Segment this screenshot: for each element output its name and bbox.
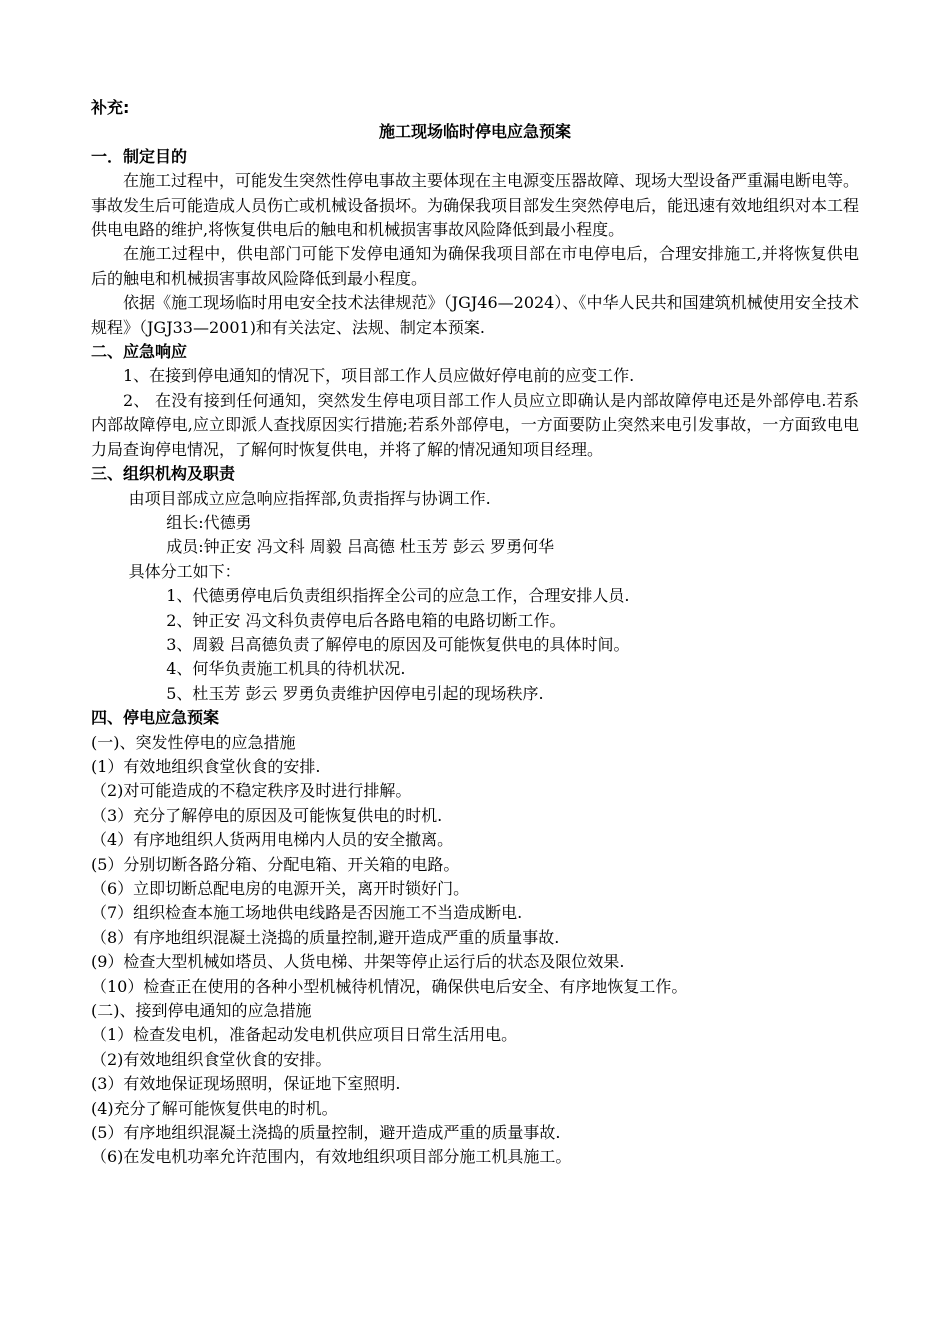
measure-item: (4)充分了解可能恢复供电的时机。	[91, 1098, 338, 1118]
measure-item: （3）充分了解停电的原因及可能恢复供电的时机.	[91, 805, 443, 825]
measure-item: （8）有序地组织混凝土浇捣的质量控制,避开造成严重的质量事故.	[91, 927, 560, 947]
supplement-label: 补充:	[91, 98, 130, 117]
paragraph: 在施工过程中，供电部门可能下发停电通知为确保我项目部在市电停电后，合理安排施工,并将恢复供电后的触电和机械损害事故风险降低到最小程度。	[91, 244, 859, 288]
measure-item: （7）组织检查本施工场地供电线路是否因施工不当造成断电.	[91, 903, 523, 923]
division-intro: 具体分工如下：	[128, 561, 241, 581]
measure-item: （1）检查发电机，准备起动发电机供应项目日常生活用电。	[91, 1025, 518, 1045]
measure-item: (5）分别切断各路分箱、分配电箱、开关箱的电路。	[91, 854, 460, 874]
document-title: 施工现场临时停电应急预案	[378, 122, 571, 142]
section-heading-plan: 四、停电应急预案	[91, 708, 220, 728]
organization-intro: 由项目部成立应急响应指挥部,负责指挥与协调工作.	[128, 488, 491, 508]
measure-item: （6）立即切断总配电房的电源开关，离开时锁好门。	[91, 879, 470, 898]
team-leader: 组长:代德勇	[166, 512, 252, 532]
measure-item: (1）有效地组织食堂伙食的安排.	[91, 756, 321, 776]
subsection-heading-notified: (二)、接到停电通知的应急措施	[91, 1001, 312, 1021]
measure-item: (3）有效地保证现场照明，保证地下室照明.	[91, 1074, 401, 1094]
measure-item: (5）有序地组织混凝土浇捣的质量控制，避开造成严重的质量事故.	[91, 1123, 561, 1143]
section-heading-purpose: 一．制定目的	[91, 146, 188, 166]
document-page	[91, 96, 859, 1170]
duty-item: 4、何华负责施工机具的待机状况.	[166, 659, 406, 679]
duty-item: 5、杜玉芳 彭云 罗勇负责维护因停电引起的现场秩序.	[166, 683, 544, 703]
paragraph: 2、 在没有接到任何通知，突然发生停电项目部工作人员应立即确认是内部故障停电还是外部停电.若系内部故障停电,应立即派人查找原因实行措施;若系外部停电，一方面要防止突然来电引发事故，一方面致电电力局查询停电情况，了解何时恢复供电，并将了解的情况通知项目经理。	[91, 390, 859, 459]
measure-item: （2)对可能造成的不稳定秩序及时进行排解。	[91, 781, 412, 801]
team-members: 成员:钟正安 冯文科 周毅 吕高德 杜玉芳 彭云 罗勇何华	[166, 537, 555, 557]
measure-item: （4）有序地组织人货两用电梯内人员的安全撤离。	[91, 830, 454, 850]
measure-item: (9）检查大型机械如塔员、人货电梯、井架等停止运行后的状态及限位效果.	[91, 952, 625, 972]
paragraph: 1、在接到停电通知的情况下，项目部工作人员应做好停电前的应变工作.	[123, 366, 635, 386]
duty-item: 3、周毅 吕高德负责了解停电的原因及可能恢复供电的具体时间。	[166, 634, 630, 654]
section-heading-response: 二、应急响应	[91, 342, 188, 362]
paragraph: 依据《施工现场临时用电安全技术法律规范》（JGJ46—2024）、《中华人民共和国建筑机械使用安全技术规程》（JGJ33—2001)和有关法定、法规、制定本预案.	[91, 293, 859, 337]
paragraph: 在施工过程中，可能发生突然性停电事故主要体现在主电源变压器故障、现场大型设备严重漏电断电等。事故发生后可能造成人员伤亡或机械设备损坏。为确保我项目部发生突然停电后，能迅速有效地组织对本工程供电电路的维护,将恢复供电后的触电和机械损害事故风险降低到最小程度。	[91, 171, 860, 240]
measure-item: （2)有效地组织食堂伙食的安排。	[91, 1049, 332, 1069]
subsection-heading-sudden: (一)、突发性停电的应急措施	[91, 732, 296, 752]
duty-item: 1、代德勇停电后负责组织指挥全公司的应急工作，合理安排人员.	[166, 586, 630, 606]
section-heading-organization: 三、组织机构及职责	[91, 464, 236, 484]
duty-item: 2、钟正安 冯文科负责停电后各路电箱的电路切断工作。	[166, 610, 566, 630]
measure-item: （6)在发电机功率允许范围内，有效地组织项目部分施工机具施工。	[91, 1147, 572, 1167]
measure-item: （10）检查正在使用的各种小型机械待机情况，确保供电后安全、有序地恢复工作。	[91, 976, 688, 996]
